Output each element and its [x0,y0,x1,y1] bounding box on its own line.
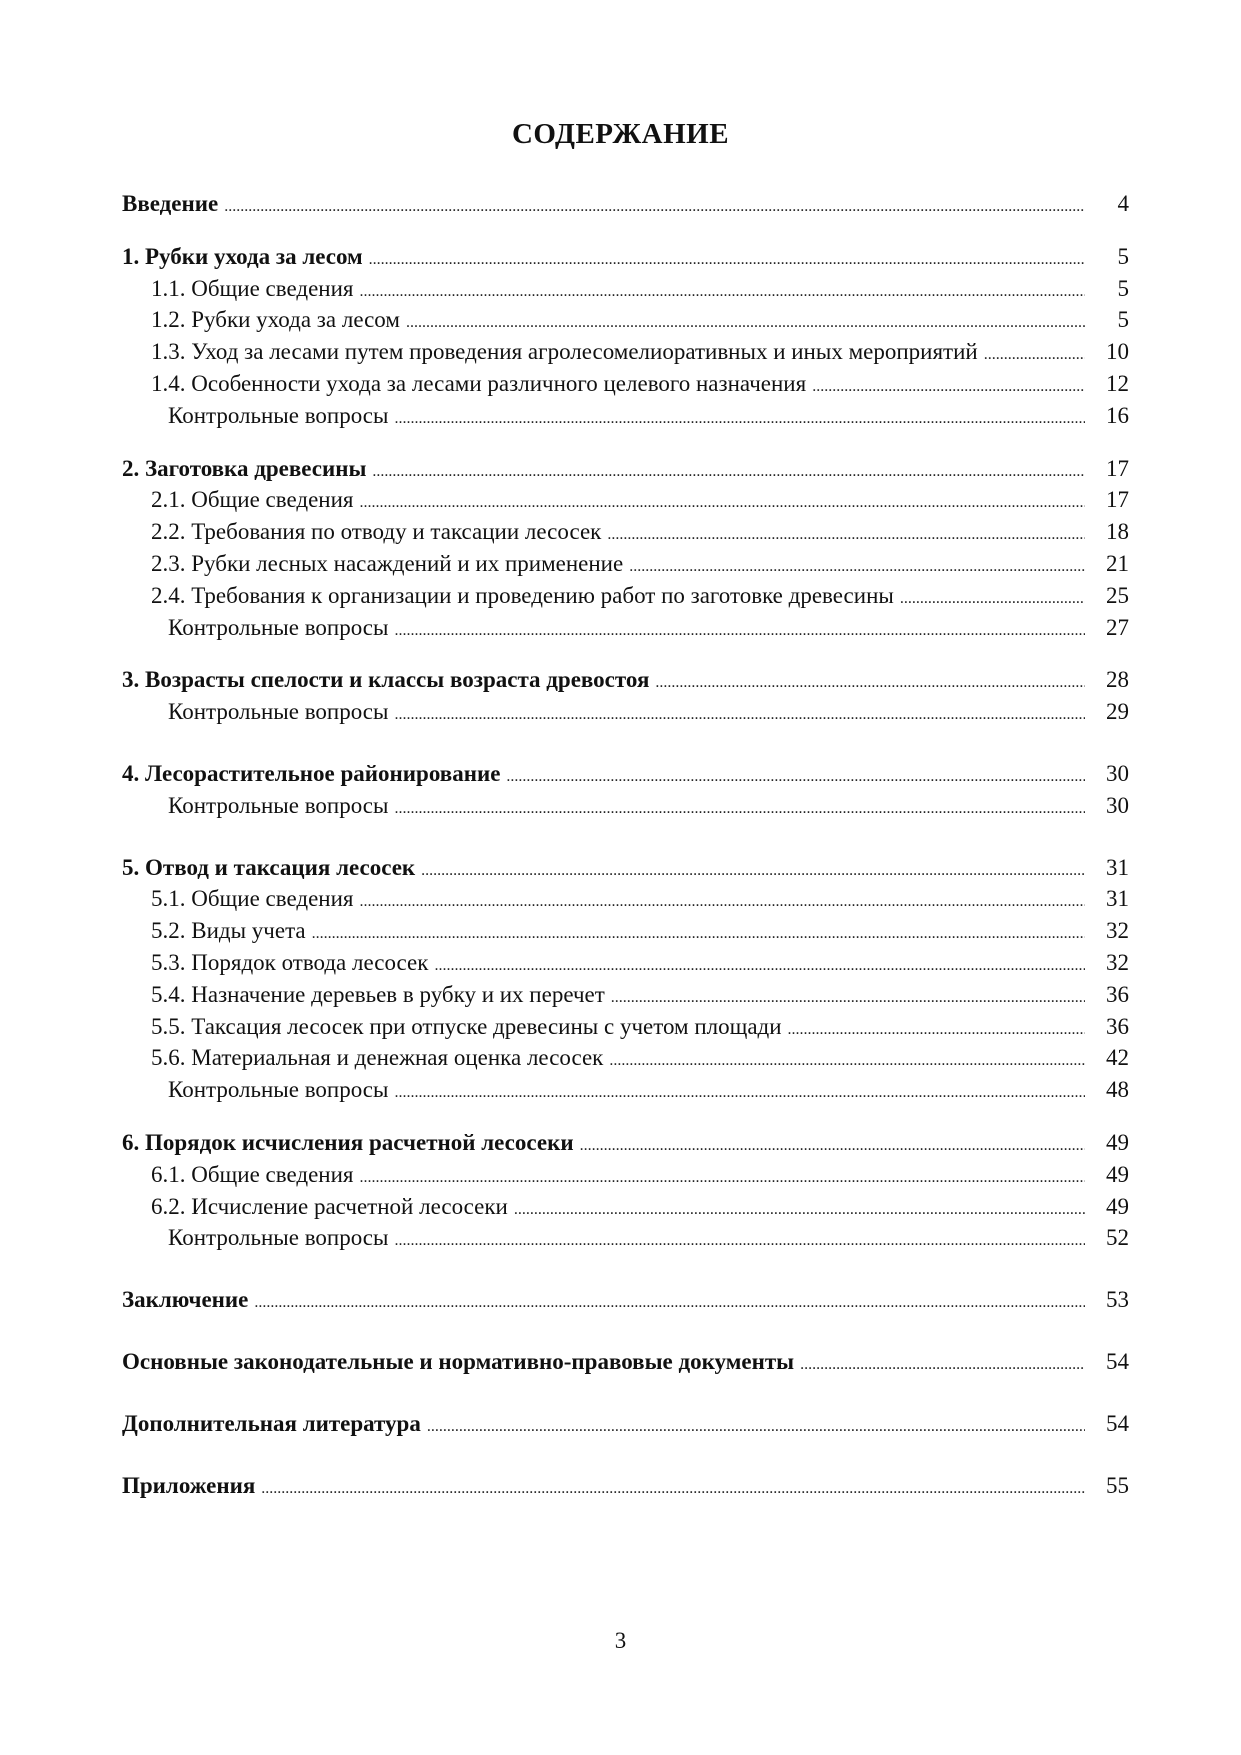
toc-page: 30 [1106,760,1129,786]
toc-label: 2.3. Рубки лесных насаждений и их применение [151,550,624,576]
dot-leader [406,307,1085,339]
toc-label: 5.1. Общие сведения [151,886,354,912]
toc-page: 4 [1117,191,1129,216]
toc-page: 49 [1106,1161,1129,1187]
toc-label: 5. Отвод и таксация лесосек [122,854,416,880]
toc-label: 1.2. Рубки ухода за лесом [151,307,400,333]
toc-entry-intro[interactable] [122,188,1129,220]
toc-entry-section-4[interactable] [122,758,1129,790]
toc-entry-2-2[interactable] [122,516,1129,548]
toc-label: Контрольные вопросы [168,699,389,725]
toc-entry-1-questions[interactable] [122,400,1129,432]
dot-leader [812,371,1085,403]
toc-entry-1-2[interactable] [122,304,1129,336]
toc-label: 1.1. Общие сведения [151,275,354,301]
toc-page: 48 [1106,1077,1129,1103]
dot-leader [421,855,1085,887]
toc-label: 2.4. Требования к организации и проведению работ по заготовке древесины [151,582,894,608]
toc-page: 54 [1106,1348,1129,1374]
toc-entry-5-3[interactable] [122,947,1129,979]
toc-label: 5.6. Материальная и денежная оценка лесосек [151,1045,604,1071]
toc-page: 55 [1106,1472,1129,1498]
table-of-contents [122,188,1129,1501]
toc-entry-1-3[interactable] [122,336,1129,368]
toc-page: 21 [1106,550,1129,576]
dot-leader [514,1194,1085,1226]
toc-page: 31 [1106,886,1129,912]
toc-entry-1-1[interactable] [122,273,1129,305]
toc-entry-section-3[interactable] [122,664,1129,696]
toc-page: 29 [1106,699,1129,725]
toc-page: 53 [1106,1287,1129,1313]
dot-leader [360,276,1086,308]
toc-label: Контрольные вопросы [168,1225,389,1251]
dot-leader [372,456,1085,488]
dot-leader [360,1162,1086,1194]
dot-leader [394,793,1085,825]
toc-page: 28 [1106,667,1129,693]
toc-label: 6.2. Исчисление расчетной лесосеки [151,1193,508,1219]
toc-page: 49 [1106,1193,1129,1219]
toc-page: 49 [1106,1129,1129,1155]
toc-label: 5.3. Порядок отвода лесосек [151,949,429,975]
toc-entry-5-2[interactable] [122,915,1129,947]
toc-page: 27 [1106,614,1129,640]
dot-leader [261,1473,1085,1505]
dot-leader [655,667,1085,699]
toc-entry-section-5[interactable] [122,852,1129,884]
toc-entry-section-6[interactable] [122,1127,1129,1159]
toc-entry-6-1[interactable] [122,1159,1129,1191]
dot-leader [394,699,1085,731]
dot-leader [254,1287,1085,1319]
toc-page: 36 [1106,1013,1129,1039]
toc-page: 5 [1117,307,1129,333]
toc-page: 25 [1106,582,1129,608]
dot-leader [609,1045,1085,1077]
toc-label: Контрольные вопросы [168,1077,389,1103]
toc-label: 2.1. Общие сведения [151,487,354,513]
toc-label: 1. Рубки ухода за лесом [122,243,363,269]
toc-page: 5 [1117,243,1129,269]
toc-page: 32 [1106,949,1129,975]
toc-entry-1-4[interactable] [122,368,1129,400]
toc-page: 18 [1106,519,1129,545]
dot-leader [506,761,1085,793]
dot-leader [360,886,1086,918]
toc-entry-4-questions[interactable] [122,790,1129,822]
toc-label: Контрольные вопросы [168,614,389,640]
toc-label: 1.3. Уход за лесами путем проведения агролесомелиоративных и иных мероприятий [151,339,978,365]
dot-leader [800,1349,1085,1381]
toc-entry-3-questions[interactable] [122,696,1129,728]
dot-leader [394,615,1085,647]
dot-leader [629,551,1085,583]
toc-entry-literature[interactable] [122,1408,1129,1440]
dot-leader [900,583,1085,615]
toc-label: Заключение [122,1287,249,1313]
toc-label: Основные законодательные и нормативно-правовые документы [122,1348,795,1374]
toc-entry-2-questions[interactable] [122,612,1129,644]
toc-entry-6-questions[interactable] [122,1222,1129,1254]
toc-label: 2. Заготовка древесины [122,455,367,481]
page-title: СОДЕРЖАНИЕ [511,118,730,150]
toc-label: 2.2. Требования по отводу и таксации лесосек [151,519,602,545]
dot-leader [312,918,1085,950]
toc-label: 5.2. Виды учета [151,918,306,944]
toc-entry-6-2[interactable] [122,1191,1129,1223]
toc-page: 17 [1106,455,1129,481]
dot-leader [394,1077,1085,1109]
toc-entry-section-2[interactable] [122,453,1129,485]
toc-entry-5-questions[interactable] [122,1074,1129,1106]
toc-entry-2-4[interactable] [122,580,1129,612]
toc-page: 5 [1117,275,1129,301]
dot-leader [224,191,1085,223]
toc-page: 17 [1106,487,1129,513]
toc-page: 52 [1106,1225,1129,1251]
page-number: 3 [614,1628,627,1653]
toc-entry-section-1[interactable] [122,241,1129,273]
toc-label: Контрольные вопросы [168,402,389,428]
toc-label: 3. Возрасты спелости и классы возраста древостоя [122,667,650,693]
toc-page: 42 [1106,1045,1129,1071]
dot-leader [394,403,1085,435]
toc-label: 6.1. Общие сведения [151,1161,354,1187]
dot-leader [369,244,1085,276]
toc-label: 1.4. Особенности ухода за лесами различного целевого назначения [151,370,807,396]
toc-entry-documents[interactable] [122,1346,1129,1378]
toc-entry-2-1[interactable] [122,484,1129,516]
toc-label: Приложения [122,1472,256,1498]
toc-label: 4. Лесорастительное районирование [122,760,501,786]
dot-leader [360,487,1086,519]
toc-page: 31 [1106,854,1129,880]
dot-leader [611,982,1085,1014]
toc-label: 5.4. Назначение деревьев в рубку и их перечет [151,981,605,1007]
dot-leader [580,1130,1085,1162]
dot-leader [394,1225,1085,1257]
toc-label: 6. Порядок исчисления расчетной лесосеки [122,1129,574,1155]
toc-label: Контрольные вопросы [168,792,389,818]
toc-label: Введение [122,191,219,216]
toc-entry-5-4[interactable] [122,979,1129,1011]
toc-entry-appendices[interactable] [122,1470,1129,1502]
toc-page: 12 [1106,370,1129,396]
toc-page: 10 [1106,339,1129,365]
toc-entry-5-1[interactable] [122,883,1129,915]
dot-leader [984,339,1085,371]
toc-label: 5.5. Таксация лесосек при отпуске древесины с учетом площади [151,1013,782,1039]
toc-entry-5-6[interactable] [122,1042,1129,1074]
dot-leader [607,519,1085,551]
toc-page: 54 [1106,1410,1129,1436]
toc-entry-conclusion[interactable] [122,1284,1129,1316]
dot-leader [427,1411,1085,1443]
toc-entry-5-5[interactable] [122,1011,1129,1043]
dot-leader [434,950,1085,982]
toc-entry-2-3[interactable] [122,548,1129,580]
dot-leader [788,1014,1085,1046]
toc-page: 16 [1106,402,1129,428]
toc-page: 32 [1106,918,1129,944]
toc-page: 36 [1106,981,1129,1007]
toc-label: Дополнительная литература [122,1410,421,1436]
toc-page: 30 [1106,792,1129,818]
